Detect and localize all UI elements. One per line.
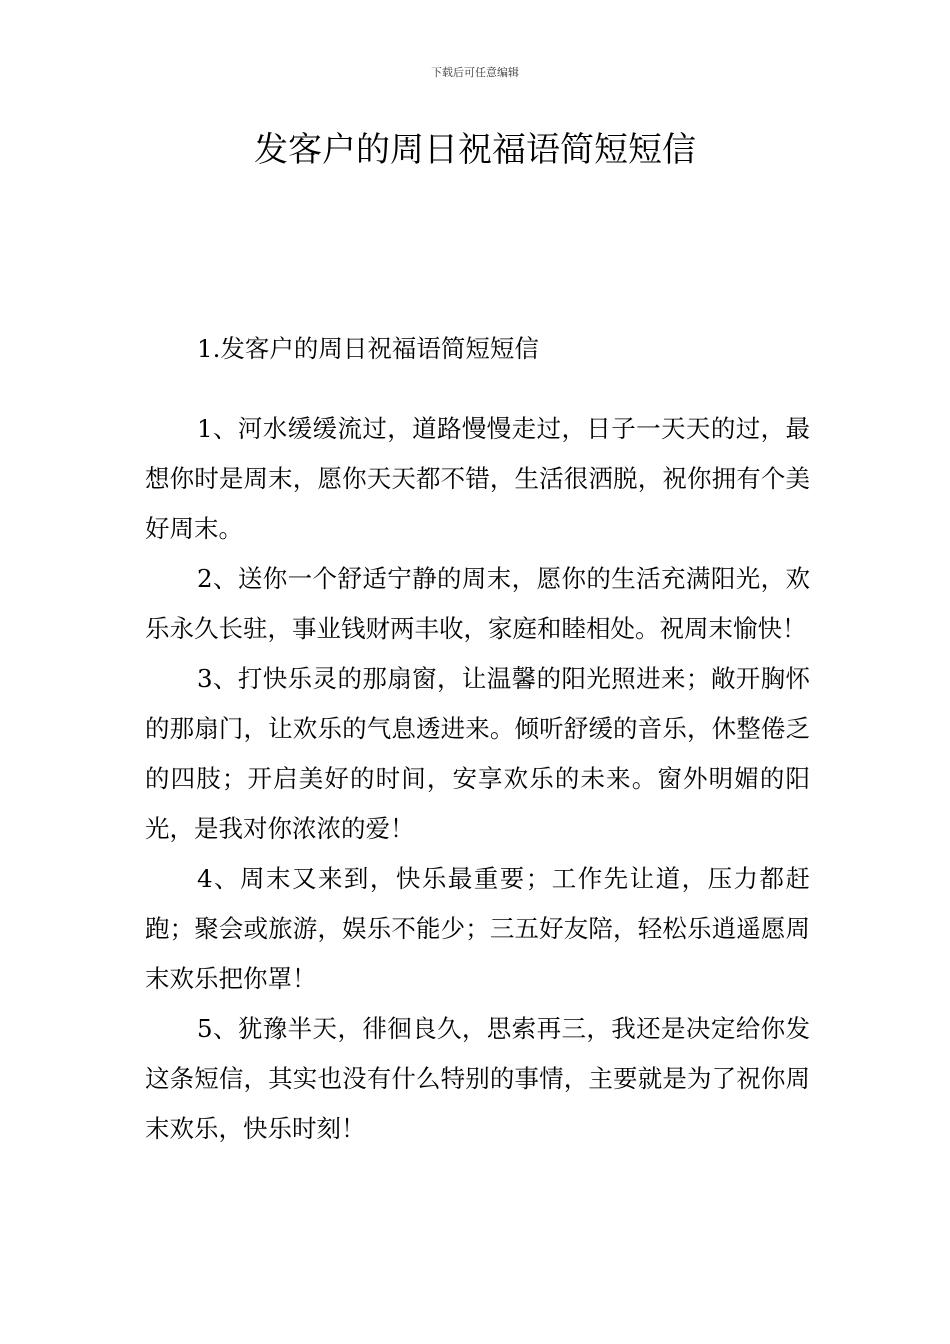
- paragraph-2: 2、送你一个舒适宁静的周末，愿你的生活充满阳光，欢乐永久长驻，事业钱财两丰收，家庭和睦相处。祝周末愉快！: [145, 564, 810, 643]
- paragraph-3: 3、打快乐灵的那扇窗，让温馨的阳光照进来；敞开胸怀的那扇门，让欢乐的气息透进来。倾听舒缓的音乐，休整倦乏的四肢；开启美好的时间，安享欢乐的未来。窗外明媚的阳光，是我对你浓浓的爱！: [145, 664, 810, 843]
- paragraph-4: 4、周末又来到，快乐最重要；工作先让道，压力都赶跑；聚会或旅游，娱乐不能少；三五好友陪，轻松乐逍遥愿周末欢乐把你罩！: [145, 864, 810, 993]
- document-body: [145, 324, 810, 1154]
- paragraph-1: 1、河水缓缓流过，道路慢慢走过，日子一天天的过，最想你时是周末，愿你天天都不错，生活很洒脱，祝你拥有个美好周末。: [145, 414, 810, 543]
- section-heading: 1.发客户的周日祝福语简短短信: [197, 334, 539, 363]
- page-header-note: 下载后可任意编辑: [431, 66, 519, 79]
- document-title: 发客户的周日祝福语简短短信: [254, 130, 696, 170]
- paragraph-5: 5、犹豫半天，徘徊良久，思索再三，我还是决定给你发这条短信，其实也没有什么特别的事情，主要就是为了祝你周末欢乐，快乐时刻！: [145, 1014, 810, 1143]
